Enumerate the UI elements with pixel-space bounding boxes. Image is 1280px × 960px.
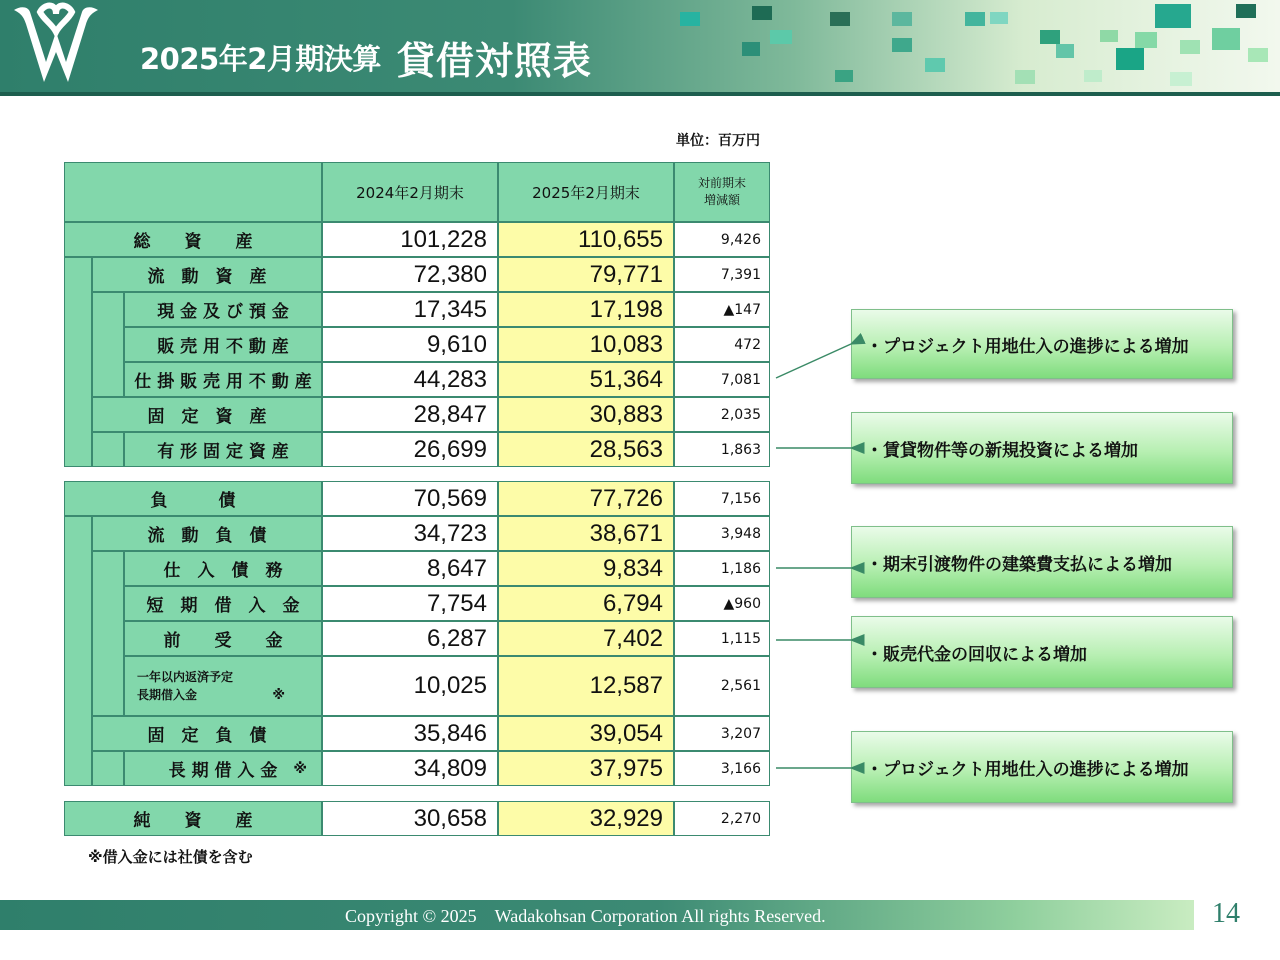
- row-diff: 1,863: [674, 432, 770, 467]
- row-curr: 51,364: [498, 362, 674, 397]
- row-diff: 2,561: [674, 656, 770, 716]
- row-prev: 6,287: [322, 621, 498, 656]
- row-label: 販 売 用 不 動 産: [124, 327, 322, 362]
- row-label: 前 受 金: [124, 621, 322, 656]
- row-label-text: 長 期 借 入 金: [168, 761, 278, 781]
- note-mark: ※: [272, 688, 285, 703]
- note-mark: ※: [293, 760, 307, 777]
- row-curr: 30,883: [498, 397, 674, 432]
- row-prev: 30,658: [322, 801, 498, 836]
- row-curr: 37,975: [498, 751, 674, 786]
- row-label: 負 債: [64, 481, 322, 516]
- table-header-prev: 2024年2月期末: [322, 162, 498, 222]
- row-label: 固 定 資 産: [92, 397, 322, 432]
- callout-box: ・プロジェクト用地仕入の進捗による増加: [851, 731, 1233, 803]
- row-curr: 39,054: [498, 716, 674, 751]
- row-prev: 8,647: [322, 551, 498, 586]
- row-curr: 10,083: [498, 327, 674, 362]
- row-diff: 7,081: [674, 362, 770, 397]
- footer-bar: [0, 900, 1194, 930]
- row-diff: 3,207: [674, 716, 770, 751]
- row-curr: 32,929: [498, 801, 674, 836]
- footnote: ※借入金には社債を含む: [88, 848, 253, 866]
- row-curr: 6,794: [498, 586, 674, 621]
- row-label: 仕 掛 販 売 用 不 動 産: [124, 362, 322, 397]
- row-label: 固 定 負 債: [92, 716, 322, 751]
- row-label: 総 資 産: [64, 222, 322, 257]
- page-main-title: 貸借対照表: [396, 39, 592, 83]
- row-diff: 472: [674, 327, 770, 362]
- row-diff: 9,426: [674, 222, 770, 257]
- copyright-text: Copyright © 2025 Wadakohsan Corporation All rights Reserved.: [345, 906, 826, 926]
- row-diff: 2,035: [674, 397, 770, 432]
- row-prev: 72,380: [322, 257, 498, 292]
- row-prev: 35,846: [322, 716, 498, 751]
- row-curr: 7,402: [498, 621, 674, 656]
- page-subtitle: 2025年2月期決算: [140, 42, 381, 76]
- row-prev: 28,847: [322, 397, 498, 432]
- row-label: 有 形 固 定 資 産: [124, 432, 322, 467]
- row-curr: 12,587: [498, 656, 674, 716]
- row-curr: 9,834: [498, 551, 674, 586]
- row-prev: 26,699: [322, 432, 498, 467]
- row-diff: 2,270: [674, 801, 770, 836]
- arrow-icon: [776, 344, 851, 378]
- row-diff: ▲960: [674, 586, 770, 621]
- callout-box: ・賃貸物件等の新規投資による増加: [851, 412, 1233, 484]
- row-diff: 1,115: [674, 621, 770, 656]
- row-label: 現 金 及 び 預 金: [124, 292, 322, 327]
- row-curr: 38,671: [498, 516, 674, 551]
- row-diff: ▲147: [674, 292, 770, 327]
- row-diff: 1,186: [674, 551, 770, 586]
- page-number: 14: [1212, 898, 1240, 929]
- row-prev: 101,228: [322, 222, 498, 257]
- row-curr: 110,655: [498, 222, 674, 257]
- row-diff: 7,156: [674, 481, 770, 516]
- row-label-line1: 一年以内返済予定: [137, 670, 234, 684]
- row-label: 短 期 借 入 金: [124, 586, 322, 621]
- row-diff: 7,391: [674, 257, 770, 292]
- row-curr: 17,198: [498, 292, 674, 327]
- row-diff: 3,166: [674, 751, 770, 786]
- row-label: 流 動 資 産: [92, 257, 322, 292]
- row-label: 流 動 負 債: [92, 516, 322, 551]
- row-prev: 34,723: [322, 516, 498, 551]
- row-prev: 70,569: [322, 481, 498, 516]
- row-prev: 9,610: [322, 327, 498, 362]
- callout-box: ・期末引渡物件の建築費支払による増加: [851, 526, 1233, 598]
- diff-header-line1: 対前期末: [697, 176, 746, 190]
- diff-header-line2: 増減額: [703, 193, 740, 207]
- row-prev: 7,754: [322, 586, 498, 621]
- unit-label: 単位：百万円: [676, 133, 760, 149]
- row-diff: 3,948: [674, 516, 770, 551]
- row-prev: 10,025: [322, 656, 498, 716]
- row-label: 仕 入 債 務: [124, 551, 322, 586]
- table-header-curr: 2025年2月期末: [498, 162, 674, 222]
- callout-box: ・プロジェクト用地仕入の進捗による増加: [851, 309, 1233, 379]
- row-curr: 28,563: [498, 432, 674, 467]
- row-label: 純 資 産: [64, 801, 322, 836]
- row-curr: 79,771: [498, 257, 674, 292]
- callout-box: ・販売代金の回収による増加: [851, 616, 1233, 688]
- row-prev: 44,283: [322, 362, 498, 397]
- row-curr: 77,726: [498, 481, 674, 516]
- row-label-line2: 長期借入金: [137, 688, 198, 702]
- row-prev: 17,345: [322, 292, 498, 327]
- row-prev: 34,809: [322, 751, 498, 786]
